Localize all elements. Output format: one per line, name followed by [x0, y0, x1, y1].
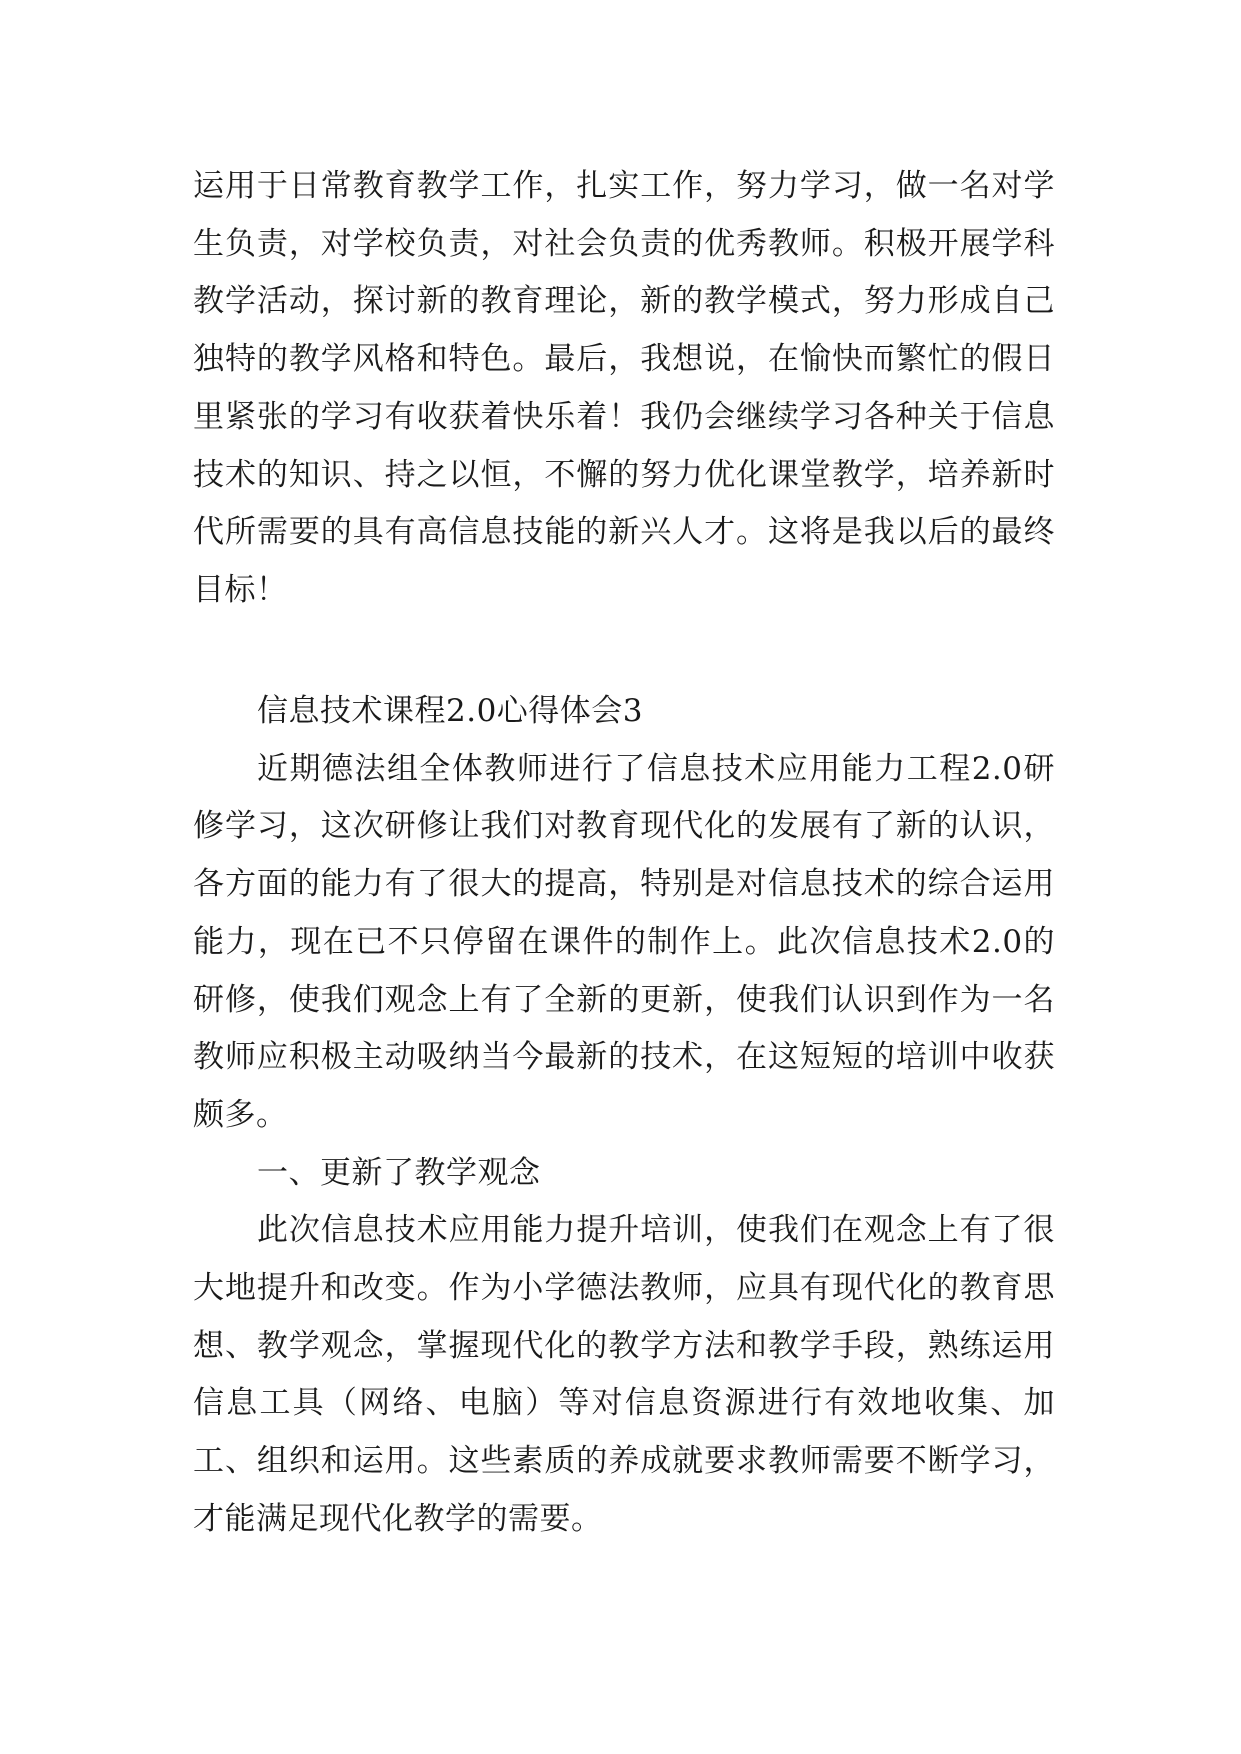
- body-paragraph: 此次信息技术应用能力提升培训，使我们在观念上有了很大地提升和改变。作为小学德法教师，应具有现代化的教育思想、教学观念，掌握现代化的教学方法和教学手段，熟练运用信息工具（网络、电脑）等对信息资源进行有效地收集、加工、组织和运用。这些素质的养成就要求教师需要不断学习，才能满足现代化教学的需要。: [193, 1212, 1055, 1537]
- continuation-block: [193, 158, 1055, 620]
- section-title: 信息技术课程2.0心得体会3: [257, 693, 644, 729]
- intro-paragraph: 近期德法组全体教师进行了信息技术应用能力工程2.0研修学习，这次研修让我们对教育现代化的发展有了新的认识，各方面的能力有了很大的提高，特别是对信息技术的综合运用能力，现在已不只停留在课件的制作上。此次信息技术2.0的研修，使我们观念上有了全新的更新，使我们认识到作为一名教师应积极主动吸纳当今最新的技术，在这短短的培训中收获颇多。: [193, 750, 1055, 1133]
- section-3-block: [193, 683, 1055, 1549]
- subheading-update-teaching-concepts: 一、更新了教学观念: [257, 1154, 541, 1191]
- continuation-paragraph: 运用于日常教育教学工作，扎实工作，努力学习，做一名对学生负责，对学校负责，对社会负责的优秀教师。积极开展学科教学活动，探讨新的教育理论，新的教学模式，努力形成自己独特的教学风格和特色。最后，我想说，在愉快而繁忙的假日里紧张的学习有收获着快乐着！我仍会继续学习各种关于信息技术的知识、持之以恒，不懈的努力优化课堂教学，培养新时代所需要的具有高信息技能的新兴人才。这将是我以后的最终目标！: [193, 168, 1055, 608]
